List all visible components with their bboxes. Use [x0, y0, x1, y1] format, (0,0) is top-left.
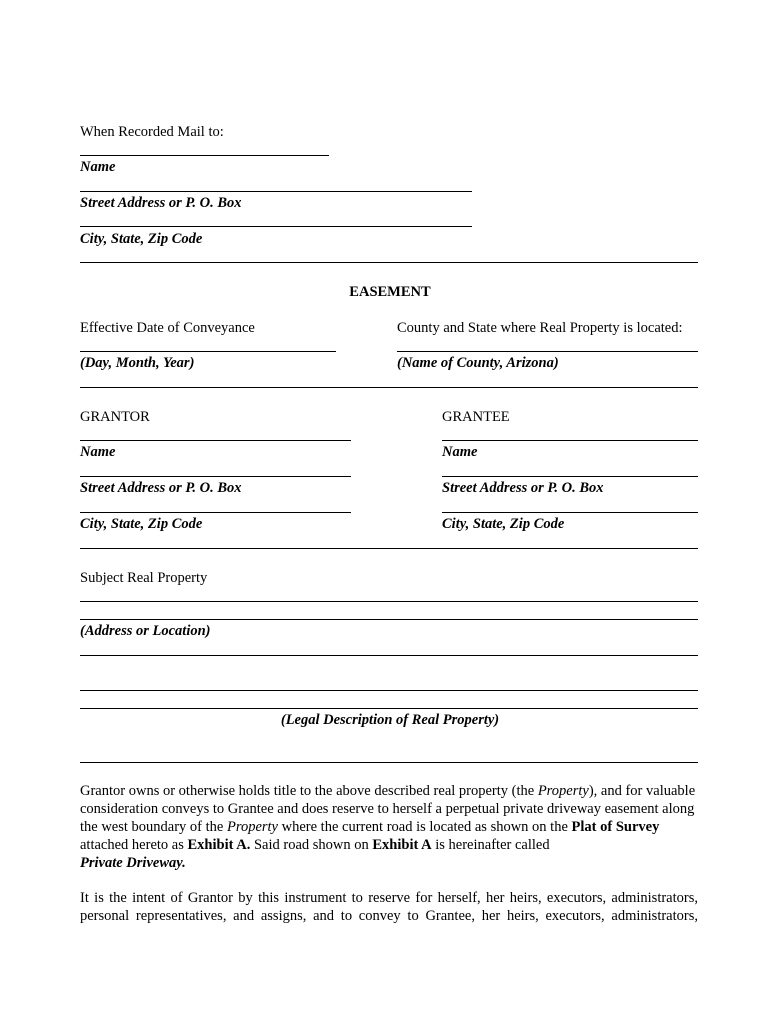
mail-to-label: When Recorded Mail to: [80, 124, 224, 140]
document-title: EASEMENT [349, 284, 431, 300]
grantee-city-line[interactable] [442, 512, 698, 513]
subject-property-label: Subject Real Property [80, 570, 208, 586]
property-address-line-2[interactable] [80, 619, 698, 620]
intent-paragraph-line-1: It is the intent of Grantor by this instrument to reserve for herself, her heirs, executors, administrators, [80, 890, 698, 906]
grantee-street-line[interactable] [442, 476, 698, 477]
county-state-label: County and State where Real Property is located: [397, 320, 683, 336]
effective-date-label: Effective Date of Conveyance [80, 320, 255, 336]
section-divider [80, 262, 698, 263]
section-divider [80, 762, 698, 763]
section-divider [80, 548, 698, 549]
mail-city-label: City, State, Zip Code [80, 231, 203, 247]
grantor-street-line[interactable] [80, 476, 351, 477]
grantor-city-line[interactable] [80, 512, 351, 513]
grantee-city-label: City, State, Zip Code [442, 516, 565, 532]
grantee-heading: GRANTEE [442, 409, 510, 425]
county-hint: (Name of County, Arizona) [397, 355, 559, 371]
county-line[interactable] [397, 351, 698, 352]
grantee-street-label: Street Address or P. O. Box [442, 480, 604, 496]
legal-description-line-3[interactable] [80, 708, 698, 709]
grantor-street-label: Street Address or P. O. Box [80, 480, 242, 496]
effective-date-hint: (Day, Month, Year) [80, 355, 195, 371]
mail-street-line[interactable] [80, 191, 472, 192]
grantor-heading: GRANTOR [80, 409, 150, 425]
property-address-line-1[interactable] [80, 601, 698, 602]
grantee-name-label: Name [442, 444, 478, 460]
mail-city-line[interactable] [80, 226, 472, 227]
grant-paragraph: Grantor owns or otherwise holds title to the above described real property (the Property), and for valuable consideration conveys to Grantee and does reserve to herself a perpetual private driveway easement along the west boundary of the Property where the current road is located as shown on the Plat of Survey attached hereto as Exhibit A. Said road shown on Exhibit A is hereinafter called Private Driveway. [80, 783, 696, 871]
legal-description-hint: (Legal Description of Real Property) [280, 712, 500, 728]
mail-name-line[interactable] [80, 155, 329, 156]
grantor-name-label: Name [80, 444, 116, 460]
intent-paragraph-line-2: personal representatives, and assigns, and to convey to Grantee, her heirs, executors, administrators, [80, 908, 698, 924]
grantee-name-line[interactable] [442, 440, 698, 441]
grantor-city-label: City, State, Zip Code [80, 516, 203, 532]
section-divider [80, 387, 698, 388]
mail-street-label: Street Address or P. O. Box [80, 195, 242, 211]
effective-date-line[interactable] [80, 351, 336, 352]
legal-description-line-2[interactable] [80, 690, 698, 691]
legal-description-line-1[interactable] [80, 655, 698, 656]
grantor-name-line[interactable] [80, 440, 351, 441]
mail-name-label: Name [80, 159, 116, 175]
address-location-hint: (Address or Location) [80, 623, 211, 639]
